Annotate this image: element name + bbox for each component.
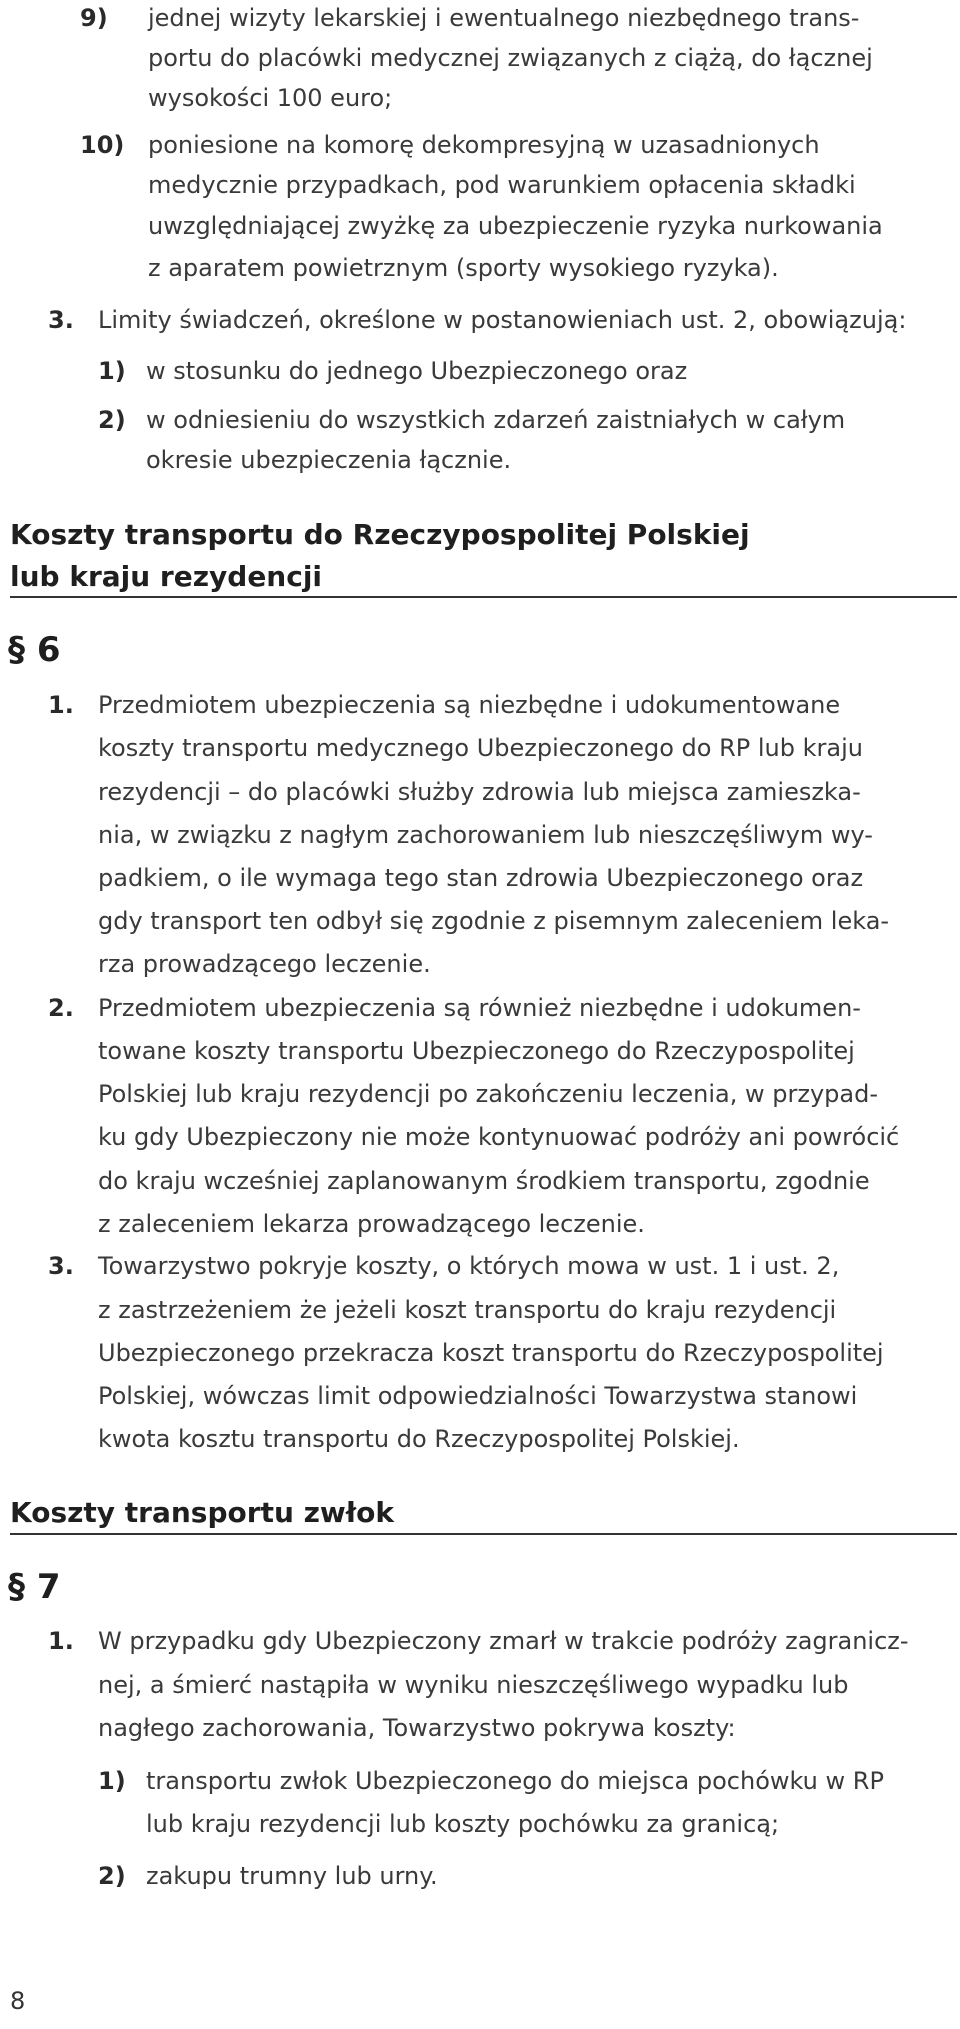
point-number: 1.: [48, 691, 74, 719]
section-heading: lub kraju rezydencji: [10, 560, 323, 593]
text-line: nej, a śmierć nastąpiła w wyniku nieszczęśliwego wypadku lub: [98, 1671, 849, 1699]
item-number: 10): [80, 131, 125, 159]
text-line: lub kraju rezydencji lub koszty pochówku za granicą;: [146, 1810, 780, 1838]
heading-divider: [10, 1533, 957, 1535]
text-line: portu do placówki medycznej związanych z ciążą, do łącznej: [148, 44, 873, 72]
section-heading: Koszty transportu zwłok: [10, 1496, 395, 1529]
item-number: 2): [98, 1862, 126, 1890]
text-line: koszty transportu medycznego Ubezpieczonego do RP lub kraju: [98, 734, 863, 762]
text-line: z aparatem powietrznym (sporty wysokiego ryzyka).: [148, 254, 779, 282]
point-number: 1.: [48, 1627, 74, 1655]
text-line: transportu zwłok Ubezpieczonego do miejsca pochówku w RP: [146, 1767, 884, 1795]
item-number: 2): [98, 406, 126, 434]
point-number: 3.: [48, 1252, 74, 1280]
text-line: Polskiej lub kraju rezydencji po zakończeniu leczenia, w przypad-: [98, 1080, 878, 1108]
text-line: z zaleceniem lekarza prowadzącego leczenie.: [98, 1210, 645, 1238]
text-line: poniesione na komorę dekompresyjną w uzasadnionych: [148, 131, 820, 159]
text-line: do kraju wcześniej zaplanowanym środkiem transportu, zgodnie: [98, 1167, 870, 1195]
point-number: 2.: [48, 994, 74, 1022]
text-line: zakupu trumny lub urny.: [146, 1862, 438, 1890]
point-number: 3.: [48, 306, 74, 334]
heading-divider: [10, 596, 957, 598]
text-line: Limity świadczeń, określone w postanowieniach ust. 2, obowiązują:: [98, 306, 907, 334]
text-line: medycznie przypadkach, pod warunkiem opłacenia składki: [148, 171, 856, 199]
text-line: Polskiej, wówczas limit odpowiedzialności Towarzystwa stanowi: [98, 1382, 858, 1410]
text-line: Przedmiotem ubezpieczenia są niezbędne i udokumentowane: [98, 691, 841, 719]
text-line: kwota kosztu transportu do Rzeczypospolitej Polskiej.: [98, 1425, 740, 1453]
text-line: Przedmiotem ubezpieczenia są również niezbędne i udokumen-: [98, 994, 861, 1022]
text-line: W przypadku gdy Ubezpieczony zmarł w trakcie podróży zagranicz-: [98, 1627, 909, 1655]
text-line: wysokości 100 euro;: [148, 84, 393, 112]
text-line: nagłego zachorowania, Towarzystwo pokrywa koszty:: [98, 1714, 736, 1742]
text-line: ku gdy Ubezpieczony nie może kontynuować podróży ani powrócić: [98, 1123, 900, 1151]
item-number: 1): [98, 1767, 126, 1795]
paragraph-symbol: § 6: [8, 630, 61, 670]
text-line: jednej wizyty lekarskiej i ewentualnego niezbędnego trans-: [148, 4, 860, 32]
text-line: Ubezpieczonego przekracza koszt transportu do Rzeczypospolitej: [98, 1339, 884, 1367]
text-line: rza prowadzącego leczenie.: [98, 950, 431, 978]
text-line: z zastrzeżeniem że jeżeli koszt transportu do kraju rezydencji: [98, 1296, 837, 1324]
section-heading: Koszty transportu do Rzeczypospolitej Polskiej: [10, 518, 750, 551]
text-line: w stosunku do jednego Ubezpieczonego oraz: [146, 357, 688, 385]
text-line: nia, w związku z nagłym zachorowaniem lub nieszczęśliwym wy-: [98, 821, 873, 849]
item-number: 1): [98, 357, 126, 385]
page-number: 8: [10, 1987, 26, 2015]
text-line: towane koszty transportu Ubezpieczonego do Rzeczypospolitej: [98, 1037, 855, 1065]
text-line: rezydencji – do placówki służby zdrowia lub miejsca zamieszka-: [98, 778, 861, 806]
text-line: Towarzystwo pokryje koszty, o których mowa w ust. 1 i ust. 2,: [98, 1252, 840, 1280]
item-number: 9): [80, 4, 108, 32]
text-line: padkiem, o ile wymaga tego stan zdrowia Ubezpieczonego oraz: [98, 864, 864, 892]
text-line: okresie ubezpieczenia łącznie.: [146, 446, 512, 474]
text-line: w odniesieniu do wszystkich zdarzeń zaistniałych w całym: [146, 406, 846, 434]
paragraph-symbol: § 7: [8, 1567, 61, 1607]
text-line: gdy transport ten odbył się zgodnie z pisemnym zaleceniem leka-: [98, 907, 890, 935]
text-line: uwzględniającej zwyżkę za ubezpieczenie ryzyka nurkowania: [148, 212, 883, 240]
